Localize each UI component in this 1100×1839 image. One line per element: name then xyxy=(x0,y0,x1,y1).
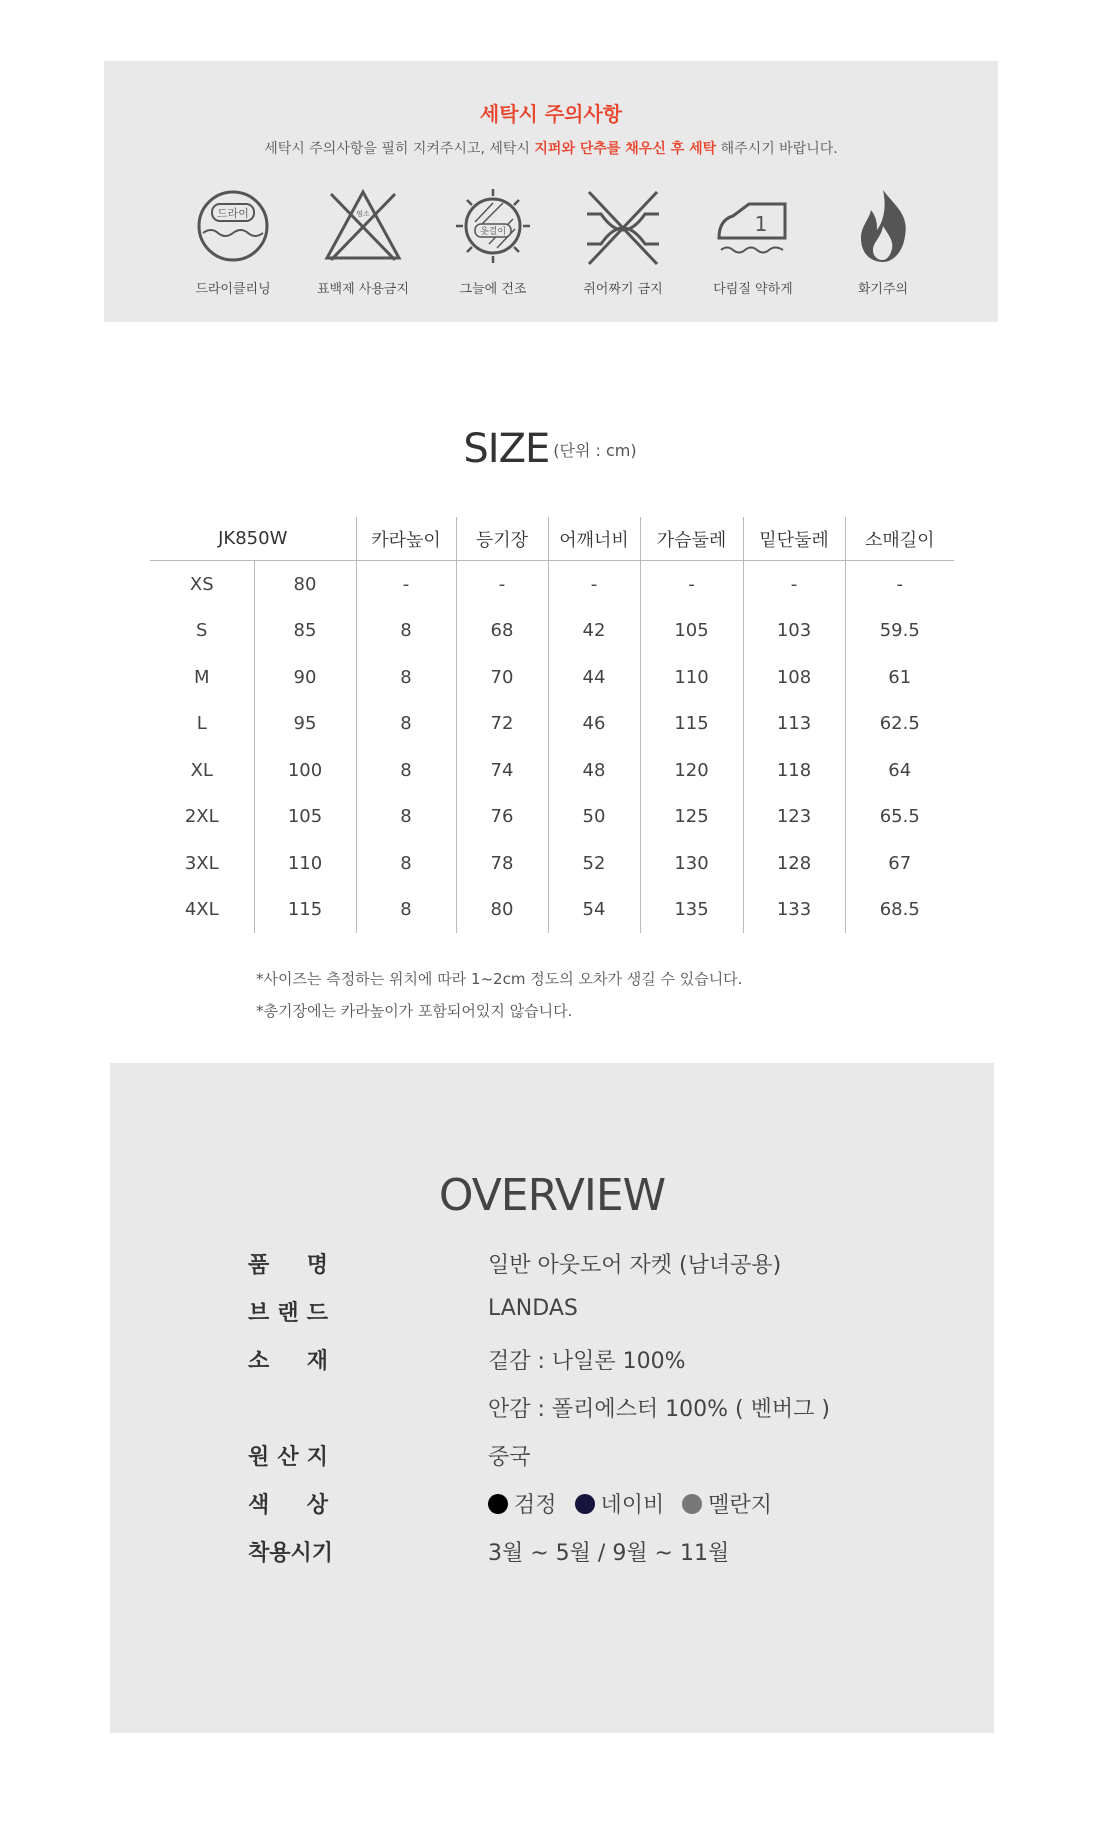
table-cell: 2XL xyxy=(184,806,219,828)
overview-label-char: 착용시기 xyxy=(248,1541,334,1566)
overview-label xyxy=(248,1248,328,1279)
overview-label-char: 브 xyxy=(248,1301,270,1326)
table-cell: 108 xyxy=(743,654,845,701)
iron-symbol-text: 1 xyxy=(754,212,768,236)
table-cell: 8 xyxy=(356,608,456,655)
dry-clean-icon xyxy=(193,186,273,266)
overview-label-char: 지 xyxy=(306,1445,328,1470)
table-cell: 3XL xyxy=(184,852,219,874)
table-cell: - xyxy=(845,561,954,608)
size-note: *사이즈는 측정하는 위치에 따라 1~2cm 정도의 오차가 생길 수 있습니다. xyxy=(256,970,743,988)
subtitle-highlight: 지퍼와 단추를 채우신 후 세탁 xyxy=(534,141,717,157)
table-cell: 128 xyxy=(743,840,845,887)
overview-label xyxy=(248,1536,334,1567)
overview-value xyxy=(488,1488,790,1519)
washing-care-subtitle xyxy=(104,138,998,158)
overview-value: 3월 ~ 5월 / 9월 ~ 11월 xyxy=(488,1541,730,1566)
table-cell: 68.5 xyxy=(845,887,954,934)
table-cell: 80 xyxy=(456,887,548,934)
table-row xyxy=(150,654,954,701)
overview-label-char: 색 xyxy=(248,1493,270,1518)
overview-value: LANDAS xyxy=(488,1296,578,1321)
overview-value: 중국 xyxy=(488,1445,531,1470)
size-title xyxy=(0,426,1100,472)
table-cell: 110 xyxy=(254,840,356,887)
table-cell: 8 xyxy=(356,887,456,934)
table-cell: 52 xyxy=(548,840,640,887)
table-cell: - xyxy=(456,561,548,608)
table-cell: XL xyxy=(190,759,213,781)
table-cell: 65.5 xyxy=(845,794,954,841)
table-cell: 67 xyxy=(845,840,954,887)
table-row xyxy=(150,887,954,934)
header-chest: 가슴둘레 xyxy=(640,517,743,561)
overview-section xyxy=(110,1063,994,1733)
table-cell: 95 xyxy=(254,701,356,748)
iron-low-icon xyxy=(713,186,793,266)
table-cell: 64 xyxy=(845,747,954,794)
table-cell: 8 xyxy=(356,747,456,794)
table-row xyxy=(150,561,954,608)
overview-label xyxy=(248,1488,328,1519)
table-cell: 68 xyxy=(456,608,548,655)
table-cell: - xyxy=(548,561,640,608)
header-hem: 밑단둘레 xyxy=(743,517,845,561)
header-shoulder-width: 어깨너비 xyxy=(548,517,640,561)
table-cell: - xyxy=(743,561,845,608)
size-notes xyxy=(256,963,742,1027)
color-name: 검정 xyxy=(514,1493,557,1518)
table-cell: 50 xyxy=(548,794,640,841)
care-item-no-bleach xyxy=(293,186,433,297)
table-cell: 85 xyxy=(254,608,356,655)
table-cell: 72 xyxy=(456,701,548,748)
table-cell: 100 xyxy=(254,747,356,794)
table-cell: 8 xyxy=(356,794,456,841)
no-bleach-symbol-text: 염소 xyxy=(356,210,370,218)
fire-caution-icon xyxy=(843,186,923,266)
table-cell: XS xyxy=(189,573,214,595)
overview-value: 안감 : 폴리에스터 100% ( 벤버그 ) xyxy=(488,1397,830,1422)
overview-label-char: 상 xyxy=(306,1493,328,1518)
header-back-length: 등기장 xyxy=(456,517,548,561)
table-cell: 90 xyxy=(254,654,356,701)
overview-label-char: 드 xyxy=(306,1301,328,1326)
care-item-fire-caution xyxy=(813,186,953,297)
size-heading: SIZE xyxy=(463,426,550,472)
table-cell: 80 xyxy=(254,561,356,608)
color-swatch-icon xyxy=(682,1494,702,1514)
size-note: *총기장에는 카라높이가 포함되어있지 않습니다. xyxy=(256,1002,573,1020)
table-cell: 120 xyxy=(640,747,743,794)
table-cell: 62.5 xyxy=(845,701,954,748)
dry-clean-symbol-text: 드라이 xyxy=(217,207,249,220)
table-cell: 105 xyxy=(640,608,743,655)
size-table-body xyxy=(150,561,954,934)
shade-dry-icon xyxy=(453,186,533,266)
table-cell: 123 xyxy=(743,794,845,841)
subtitle-text: 세탁시 주의사항을 필히 지켜주시고, 세탁시 xyxy=(264,141,535,157)
table-cell: 74 xyxy=(456,747,548,794)
table-row xyxy=(150,747,954,794)
washing-care-section xyxy=(104,61,998,322)
table-cell: 8 xyxy=(356,654,456,701)
subtitle-text-end: 해주시기 바랍니다. xyxy=(716,141,838,157)
table-cell: 76 xyxy=(456,794,548,841)
table-cell: M xyxy=(193,666,210,688)
table-row xyxy=(150,608,954,655)
color-swatch-icon xyxy=(488,1494,508,1514)
overview-label-char: 소 xyxy=(248,1349,270,1374)
table-cell: S xyxy=(196,620,208,642)
table-cell: 78 xyxy=(456,840,548,887)
no-bleach-icon xyxy=(323,186,403,266)
care-label: 쥐어짜기 금지 xyxy=(583,282,663,297)
table-cell: L xyxy=(196,713,207,735)
color-swatch-icon xyxy=(575,1494,595,1514)
color-option xyxy=(575,1493,665,1518)
overview-label xyxy=(248,1296,328,1327)
overview-label-char: 원 xyxy=(248,1445,270,1470)
table-cell: 46 xyxy=(548,701,640,748)
washing-care-title: 세탁시 주의사항 xyxy=(479,102,623,126)
table-cell: 8 xyxy=(356,701,456,748)
table-row xyxy=(150,701,954,748)
care-label: 다림질 약하게 xyxy=(713,282,793,297)
care-item-dry-clean xyxy=(163,186,303,297)
shade-dry-symbol-text: 옷걸이 xyxy=(479,227,507,237)
table-row xyxy=(150,840,954,887)
size-header-row xyxy=(150,517,954,561)
table-cell: 115 xyxy=(254,887,356,934)
table-cell: 54 xyxy=(548,887,640,934)
care-label: 드라이클리닝 xyxy=(195,282,271,297)
table-cell: - xyxy=(356,561,456,608)
table-cell: 130 xyxy=(640,840,743,887)
care-item-iron-low xyxy=(683,186,823,297)
color-option xyxy=(488,1493,557,1518)
color-name: 멜란지 xyxy=(708,1493,773,1518)
table-cell: 44 xyxy=(548,654,640,701)
overview-label-char: 품 xyxy=(248,1253,270,1278)
table-cell: 70 xyxy=(456,654,548,701)
care-label: 표백제 사용금지 xyxy=(316,282,410,297)
table-cell: 105 xyxy=(254,794,356,841)
size-table xyxy=(150,517,954,933)
overview-label xyxy=(248,1344,328,1375)
overview-value: 일반 아웃도어 자켓 (남녀공용) xyxy=(488,1253,782,1278)
overview-label xyxy=(248,1440,328,1471)
no-wring-icon xyxy=(583,186,663,266)
table-cell: - xyxy=(640,561,743,608)
table-cell: 4XL xyxy=(184,899,219,921)
table-cell: 59.5 xyxy=(845,608,954,655)
size-unit: (단위 : cm) xyxy=(553,440,637,460)
table-cell: 61 xyxy=(845,654,954,701)
overview-label-char: 명 xyxy=(306,1253,328,1278)
overview-label-char: 산 xyxy=(277,1445,299,1470)
table-cell: 125 xyxy=(640,794,743,841)
overview-title: OVERVIEW xyxy=(438,1170,666,1221)
care-item-shade-dry xyxy=(423,186,563,297)
overview-label-char: 랜 xyxy=(277,1301,299,1326)
table-cell: 113 xyxy=(743,701,845,748)
table-cell: 48 xyxy=(548,747,640,794)
table-cell: 42 xyxy=(548,608,640,655)
overview-label-char: 재 xyxy=(306,1349,328,1374)
table-cell: 103 xyxy=(743,608,845,655)
table-cell: 118 xyxy=(743,747,845,794)
table-cell: 115 xyxy=(640,701,743,748)
table-cell: 110 xyxy=(640,654,743,701)
care-item-no-wring xyxy=(553,186,693,297)
color-option xyxy=(682,1493,772,1518)
table-cell: 8 xyxy=(356,840,456,887)
table-row xyxy=(150,794,954,841)
overview-value: 겉감 : 나일론 100% xyxy=(488,1349,686,1374)
color-name: 네이비 xyxy=(600,1493,665,1518)
table-cell: 135 xyxy=(640,887,743,934)
header-sleeve-length: 소매길이 xyxy=(845,517,954,561)
care-label: 그늘에 건조 xyxy=(459,282,527,297)
care-label: 화기주의 xyxy=(857,282,909,297)
header-model: JK850W xyxy=(150,517,356,561)
table-cell: 133 xyxy=(743,887,845,934)
header-collar-height: 카라높이 xyxy=(356,517,456,561)
